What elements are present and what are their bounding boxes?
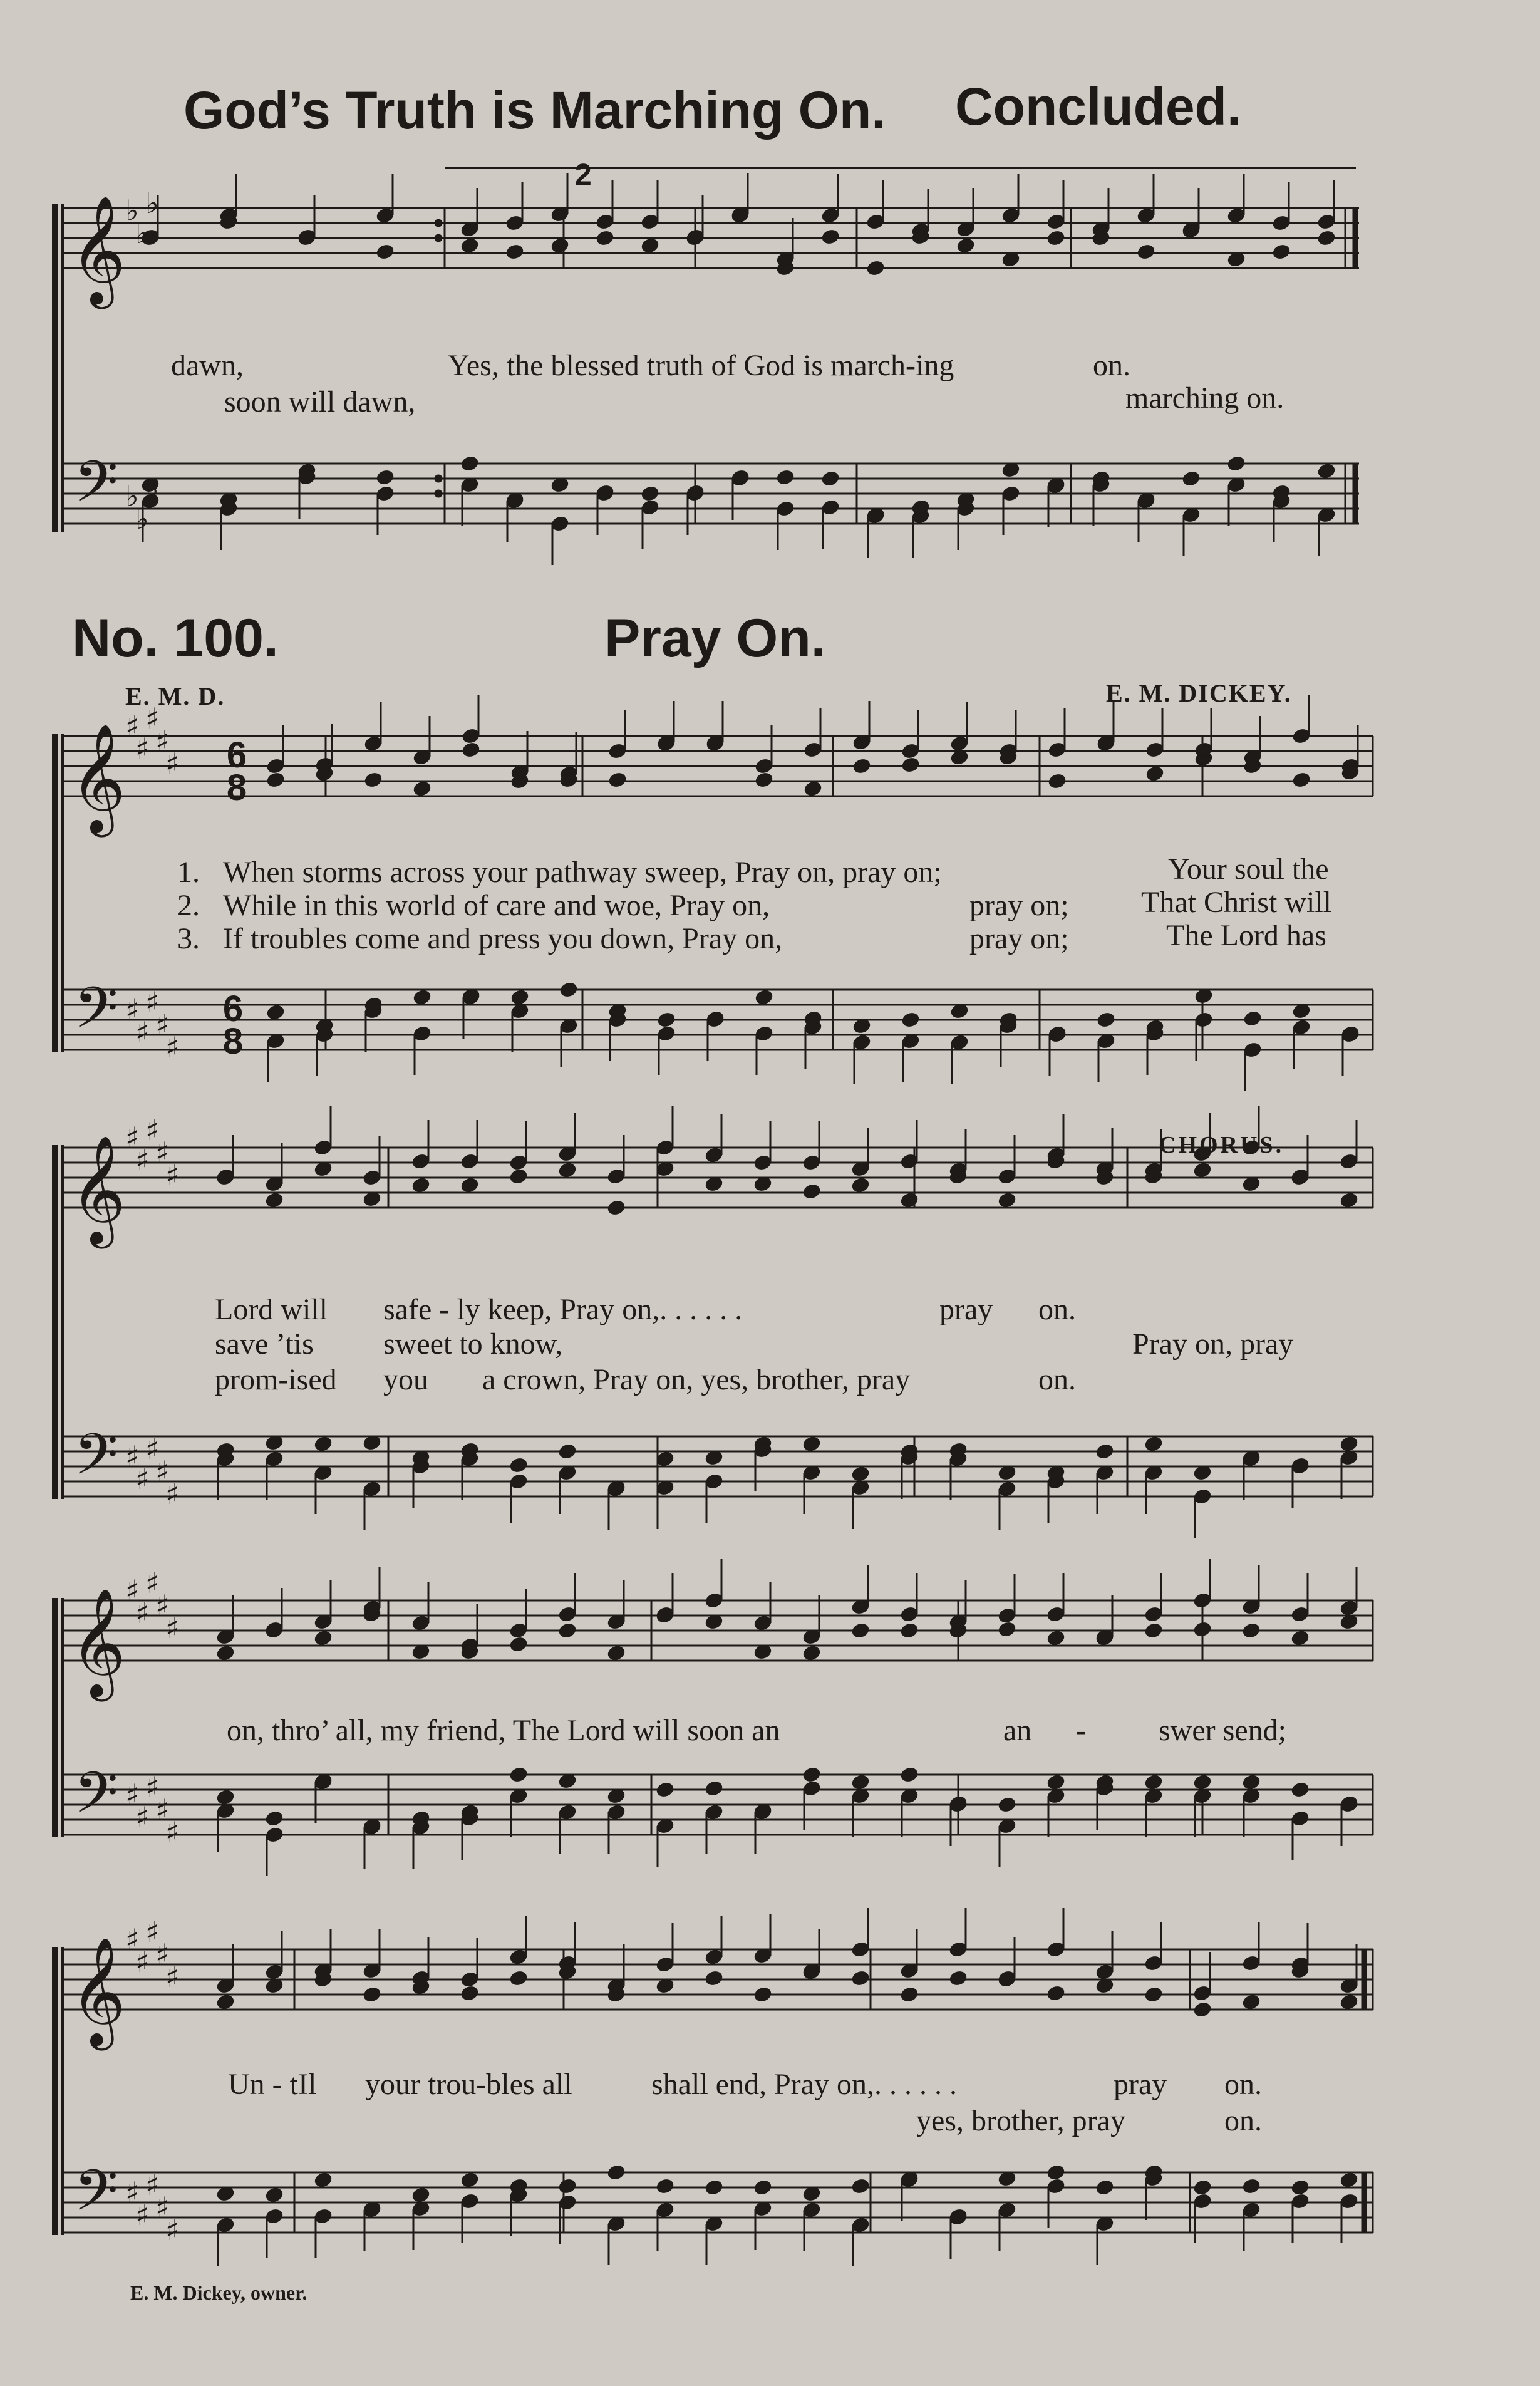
- repeat-dot: [435, 475, 442, 482]
- lyric: marching on.: [1125, 381, 1284, 415]
- note-head: [1095, 2179, 1114, 2196]
- note-head: [899, 1622, 919, 1639]
- note-head: [754, 988, 773, 1006]
- treble-clef: 𝄞: [70, 1588, 126, 1697]
- key-signature-accidental: ♯: [135, 2198, 150, 2232]
- note-head: [850, 1773, 870, 1791]
- lyric: pray on;: [969, 922, 1069, 955]
- note-head: [606, 1644, 626, 1662]
- note-head: [640, 237, 659, 254]
- lyric: Un - tIl: [228, 2068, 317, 2101]
- lyric: -: [1076, 1714, 1086, 1747]
- key-signature-accidental: ♯: [125, 993, 140, 1027]
- note-head: [704, 2179, 723, 2196]
- words-credit: E. M. D.: [125, 682, 225, 710]
- hymn-number: No. 100.: [72, 608, 279, 668]
- key-signature-accidental: ♯: [125, 2176, 140, 2209]
- key-signature-accidental: ♯: [165, 747, 180, 781]
- note-head: [412, 780, 432, 797]
- note-head: [505, 243, 524, 261]
- key-signature-accidental: ♭: [145, 186, 159, 220]
- note-head: [850, 1622, 870, 1639]
- treble-clef: 𝄞: [70, 195, 126, 304]
- note-head: [264, 1810, 284, 1827]
- key-signature-accidental: ♯: [165, 1477, 180, 1511]
- key-signature-accidental: ♯: [145, 985, 160, 1019]
- note-head: [997, 1796, 1016, 1813]
- lyric: dawn,: [171, 349, 244, 382]
- note-head: [411, 1176, 430, 1194]
- note-head: [1339, 1191, 1358, 1209]
- key-signature-accidental: ♯: [155, 724, 170, 758]
- note-head: [461, 741, 480, 759]
- note-head: [313, 1629, 333, 1647]
- note-head: [753, 1986, 772, 2003]
- note-head: [1192, 2001, 1212, 2018]
- lyric: on.: [1224, 2068, 1262, 2101]
- lyric: on.: [1093, 349, 1130, 382]
- note-head: [460, 1984, 479, 2002]
- measure-number: 2: [575, 158, 592, 192]
- treble-clef: 𝄞: [70, 1937, 126, 2046]
- key-signature-accidental: ♭: [125, 479, 139, 513]
- key-signature-accidental: ♯: [165, 1030, 180, 1064]
- key-signature-accidental: ♯: [165, 1815, 180, 1849]
- key-signature-accidental: ♭: [135, 216, 149, 250]
- key-signature-accidental: ♯: [145, 2168, 160, 2202]
- note-head: [802, 1644, 821, 1662]
- note-head: [1145, 765, 1164, 782]
- note-head: [754, 771, 773, 789]
- note-head: [1096, 1011, 1115, 1029]
- lyric: Pray on, pray: [1132, 1327, 1294, 1361]
- treble-clef: 𝄞: [70, 724, 126, 833]
- key-signature-accidental: ♯: [145, 1432, 160, 1466]
- verse-number: 3.: [177, 922, 200, 955]
- hymn-title: Pray On.: [604, 608, 826, 668]
- chorus-label: CHORUS.: [1159, 1132, 1284, 1158]
- music-credit: E. M. DICKEY.: [1106, 679, 1292, 707]
- note-head: [1046, 1773, 1065, 1791]
- note-head: [899, 1766, 919, 1783]
- note-head: [559, 981, 578, 998]
- note-head: [606, 2164, 626, 2181]
- note-head: [1144, 1773, 1163, 1791]
- bass-clef: 𝄢: [74, 1760, 118, 1840]
- lyric: a crown, Pray on, yes, brother, pray: [482, 1363, 911, 1396]
- concluded-label: Concluded.: [955, 77, 1242, 136]
- lyric: Lord will: [215, 1293, 328, 1326]
- note-head: [802, 1183, 821, 1200]
- note-head: [850, 2177, 870, 2195]
- note-head: [510, 988, 529, 1006]
- note-head: [901, 1011, 920, 1029]
- key-signature-accidental: ♯: [145, 702, 160, 735]
- note-head: [509, 1766, 528, 1783]
- note-head: [1192, 1621, 1212, 1638]
- note-head: [820, 228, 840, 246]
- note-head: [264, 1191, 284, 1209]
- key-signature-accidental: ♯: [155, 1455, 170, 1488]
- note-head: [1339, 1435, 1358, 1453]
- note-head: [1241, 1622, 1261, 1639]
- note-head: [1192, 1773, 1212, 1791]
- key-signature-accidental: ♯: [125, 1922, 140, 1956]
- key-signature-accidental: ♯: [155, 1937, 170, 1971]
- verse-number: 1.: [177, 856, 200, 889]
- lyric: your trou-bles all: [365, 2068, 572, 2101]
- lyric: sweet to know,: [383, 1327, 563, 1361]
- note-head: [1144, 1435, 1163, 1453]
- key-signature-accidental: ♯: [155, 1793, 170, 1827]
- key-signature-accidental: ♯: [155, 1136, 170, 1170]
- bass-clef: 𝄢: [74, 975, 118, 1055]
- note-head: [1046, 229, 1065, 247]
- lyric: That Christ will: [1141, 886, 1331, 919]
- note-head: [363, 771, 383, 789]
- note-head: [1181, 470, 1201, 487]
- lyric: you: [383, 1363, 428, 1396]
- note-head: [1316, 229, 1336, 247]
- note-head: [901, 756, 920, 774]
- note-head: [1192, 2179, 1212, 2196]
- key-signature-accidental: ♯: [145, 1915, 160, 1949]
- note-head: [557, 2177, 577, 2195]
- note-head: [753, 2179, 772, 2196]
- note-head: [852, 757, 871, 775]
- note-head: [1290, 1781, 1310, 1798]
- key-signature-accidental: ♯: [145, 1113, 160, 1147]
- note-head: [595, 229, 614, 247]
- note-head: [1339, 2171, 1358, 2189]
- note-head: [948, 1969, 968, 1987]
- lyric: pray: [1114, 2068, 1167, 2101]
- note-head: [899, 1986, 919, 2003]
- note-head: [1290, 1629, 1310, 1647]
- lyric: prom-ised: [215, 1363, 337, 1396]
- lyric: Yes, the blessed truth of God is march-ing: [448, 349, 954, 382]
- repeat-dot: [435, 219, 442, 227]
- note-head: [704, 1969, 723, 1987]
- lyric: pray on;: [969, 889, 1069, 922]
- note-head: [313, 1435, 333, 1453]
- note-head: [1243, 1010, 1262, 1027]
- key-signature-accidental: ♯: [155, 1589, 170, 1622]
- bass-clef: 𝄢: [74, 1421, 118, 1502]
- verse-number: 2.: [177, 889, 200, 922]
- key-signature-accidental: ♯: [165, 2213, 180, 2247]
- note-head: [1192, 1161, 1212, 1179]
- key-signature-accidental: ♯: [165, 1611, 180, 1645]
- key-signature-accidental: ♯: [155, 1008, 170, 1042]
- note-head: [997, 1191, 1016, 1209]
- bass-clef: 𝄢: [74, 449, 118, 529]
- lyric: The Lord has: [1166, 919, 1326, 952]
- note-head: [1316, 462, 1336, 480]
- note-head: [1046, 1984, 1065, 2002]
- note-head: [1095, 1443, 1114, 1460]
- note-head: [266, 771, 285, 789]
- key-signature-accidental: ♯: [165, 1960, 180, 1994]
- key-signature-accidental: ♯: [125, 1778, 140, 1812]
- note-head: [1290, 2179, 1310, 2196]
- key-signature-accidental: ♯: [135, 1945, 150, 1979]
- note-head: [509, 1636, 528, 1653]
- note-head: [215, 1788, 235, 1806]
- lyric: While in this world of care and woe, Pray on,: [223, 889, 770, 922]
- note-head: [1047, 772, 1067, 790]
- note-head: [1144, 1986, 1163, 2003]
- note-head: [509, 1969, 528, 1987]
- key-signature-accidental: ♯: [135, 1800, 150, 1834]
- continued-hymn-title: God’s Truth is Marching On.: [183, 81, 886, 140]
- key-signature-accidental: ♯: [125, 1574, 140, 1607]
- lyric: When storms across your pathway sweep, Pray on, pray on;: [223, 856, 942, 889]
- note-head: [704, 1780, 723, 1797]
- note-head: [215, 1644, 235, 1662]
- lyric: shall end, Pray on,. . . . . .: [651, 2068, 957, 2101]
- bass-clef: 𝄢: [74, 2157, 118, 2238]
- note-head: [1291, 771, 1311, 789]
- note-head: [264, 2186, 284, 2204]
- note-head: [1339, 1993, 1358, 2011]
- lyric: pray: [939, 1293, 993, 1326]
- key-signature-accidental: ♯: [135, 1015, 150, 1049]
- key-signature-accidental: ♯: [135, 1143, 150, 1177]
- note-head: [375, 469, 395, 486]
- note-head: [460, 237, 479, 254]
- note-head: [802, 1435, 821, 1453]
- note-head: [1226, 455, 1246, 472]
- note-head: [850, 1465, 870, 1483]
- note-head: [1241, 1993, 1261, 2011]
- lyric: soon will dawn,: [224, 385, 416, 418]
- note-head: [460, 1176, 479, 1194]
- note-head: [850, 1969, 870, 1987]
- key-signature-accidental: ♯: [125, 709, 140, 743]
- note-head: [1271, 243, 1291, 261]
- lyric: swer send;: [1159, 1714, 1286, 1747]
- note-head: [412, 988, 432, 1006]
- note-head: [313, 2171, 333, 2189]
- key-signature-accidental: ♯: [135, 1462, 150, 1496]
- note-head: [215, 1993, 235, 2011]
- note-head: [866, 259, 885, 277]
- note-head: [899, 1191, 919, 1209]
- key-signature-accidental: ♯: [155, 2191, 170, 2224]
- lyric: an: [1003, 1714, 1032, 1747]
- treble-clef: 𝄞: [70, 1135, 126, 1244]
- note-head: [802, 1766, 821, 1783]
- key-signature-accidental: ♭: [145, 472, 159, 506]
- note-head: [1144, 1622, 1163, 1639]
- note-head: [956, 237, 975, 254]
- note-head: [850, 1176, 870, 1194]
- key-signature-accidental: ♯: [165, 1158, 180, 1192]
- note-head: [460, 455, 479, 472]
- note-head: [362, 1986, 381, 2003]
- note-head: [557, 1443, 577, 1460]
- note-head: [1241, 1773, 1261, 1791]
- note-head: [1046, 2164, 1065, 2181]
- key-signature-accidental: ♯: [135, 732, 150, 765]
- note-head: [655, 1781, 674, 1798]
- key-signature-accidental: ♯: [125, 1439, 140, 1473]
- copyright-footer: E. M. Dickey, owner.: [130, 2281, 307, 2304]
- repeat-dot: [435, 490, 442, 497]
- key-signature-accidental: ♯: [145, 1770, 160, 1804]
- note-head: [266, 1004, 285, 1021]
- lyric: on.: [1038, 1363, 1076, 1396]
- note-head: [1136, 243, 1155, 261]
- note-head: [550, 237, 569, 254]
- note-head: [656, 1011, 676, 1029]
- lyric: If troubles come and press you down, Pray on,: [223, 922, 783, 955]
- note-head: [820, 470, 840, 487]
- note-head: [640, 485, 659, 502]
- lyric: save ’tis: [215, 1327, 314, 1361]
- note-head: [655, 2177, 674, 2195]
- note-head: [606, 1199, 626, 1216]
- note-head: [375, 243, 395, 261]
- note-head: [1046, 1629, 1065, 1647]
- time-signature-bass: 6 8: [222, 988, 244, 1062]
- note-head: [803, 780, 822, 797]
- key-signature-accidental: ♭: [125, 194, 139, 227]
- lyric: on.: [1038, 1293, 1076, 1326]
- key-signature-accidental: ♯: [145, 1566, 160, 1600]
- note-head: [997, 1621, 1016, 1638]
- note-head: [557, 1161, 577, 1179]
- lyric: Your soul the: [1168, 853, 1329, 886]
- note-head: [1241, 2177, 1261, 2195]
- lyric: yes, brother, pray: [916, 2104, 1125, 2137]
- note-head: [557, 1622, 577, 1639]
- note-head: [509, 1168, 528, 1185]
- key-signature-accidental: ♯: [135, 1596, 150, 1630]
- lyric: on, thro’ all, my friend, The Lord will soon an: [227, 1714, 780, 1747]
- note-head: [607, 771, 627, 789]
- note-head: [460, 2171, 479, 2189]
- key-signature-accidental: ♭: [135, 502, 149, 536]
- lyric: safe - ly keep, Pray on,. . . . . .: [383, 1293, 743, 1326]
- note-head: [411, 2186, 430, 2204]
- note-head: [775, 469, 795, 486]
- key-signature-accidental: ♯: [125, 1121, 140, 1154]
- time-signature-treble: 6 8: [226, 735, 247, 808]
- repeat-dot: [435, 234, 442, 242]
- lyric: on.: [1224, 2104, 1262, 2137]
- note-head: [509, 1456, 528, 1474]
